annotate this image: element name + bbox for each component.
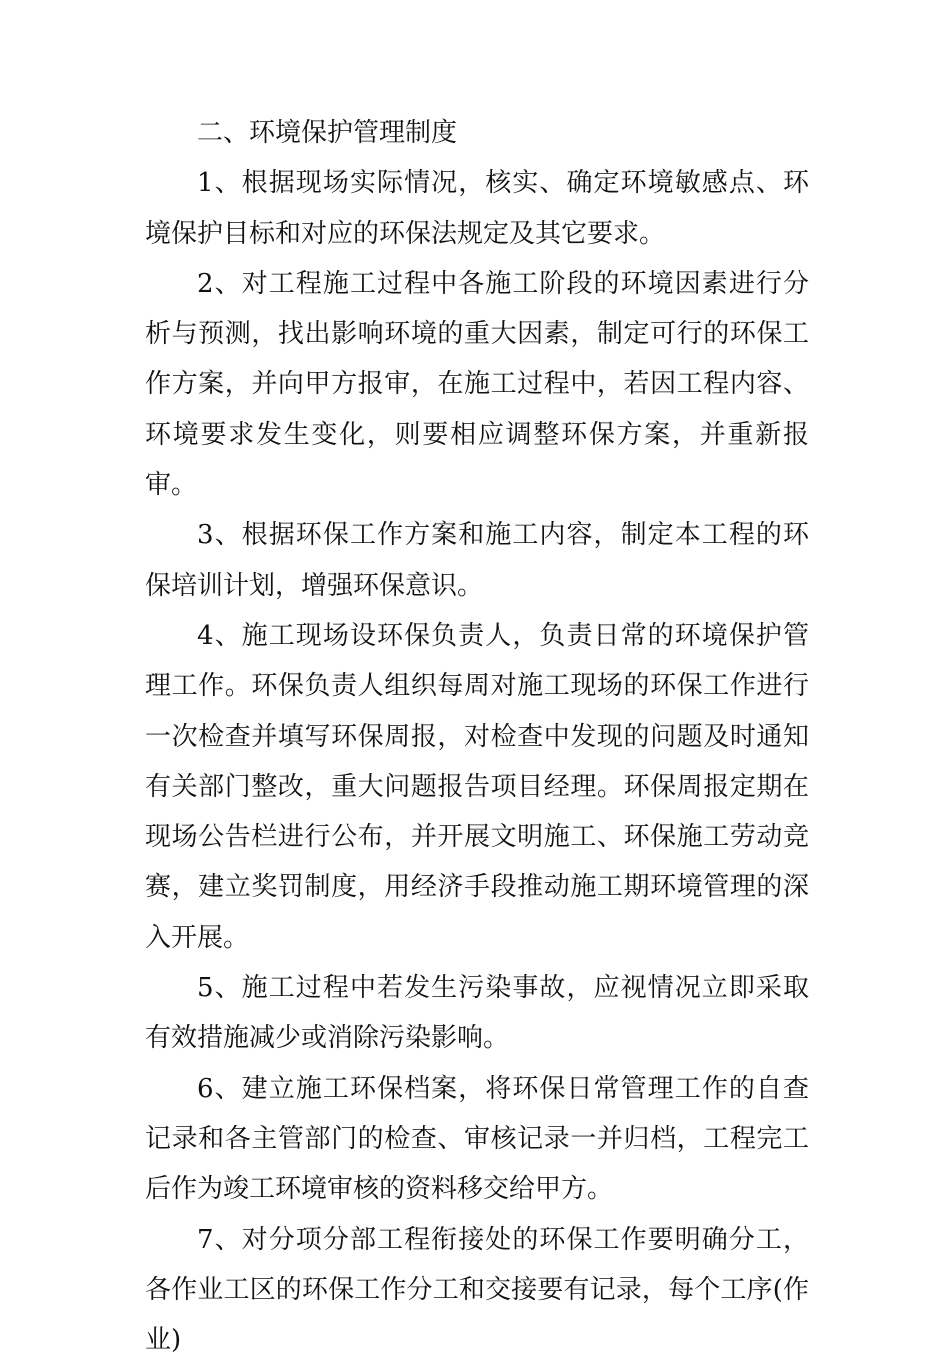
paragraph-2: 2、对工程施工过程中各施工阶段的环境因素进行分析与预测，找出影响环境的重大因素，制定可行的环保工作方案，并向甲方报审，在施工过程中，若因工程内容、环境要求发生变化，则要相应调整环保方案，并重新报审。 bbox=[145, 268, 809, 501]
paragraph-1: 1、根据现场实际情况，核实、确定环境敏感点、环境保护目标和对应的环保法规定及其它要求。 bbox=[145, 168, 809, 249]
paragraph-6: 6、建立施工环保档案，将环保日常管理工作的自查记录和各主管部门的检查、审核记录一并归档，工程完工后作为竣工环境审核的资料移交给甲方。 bbox=[145, 1073, 809, 1205]
paragraph-3: 3、根据环保工作方案和施工内容，制定本工程的环保培训计划，增强环保意识。 bbox=[145, 520, 809, 601]
document-body bbox=[145, 108, 809, 1365]
paragraph-4: 4、施工现场设环保负责人，负责日常的环境保护管理工作。环保负责人组织每周对施工现场的环保工作进行一次检查并填写环保周报，对检查中发现的问题及时通知有关部门整改，重大问题报告项目经理。环保周报定期在现场公告栏进行公布，并开展文明施工、环保施工劳动竞赛，建立奖罚制度，用经济手段推动施工期环境管理的深入开展。 bbox=[145, 620, 809, 953]
section-heading: 二、环境保护管理制度 bbox=[197, 118, 458, 148]
paragraph-7: 7、对分项分部工程衔接处的环保工作要明确分工，各作业工区的环保工作分工和交接要有记录，每个工序(作业) bbox=[145, 1224, 809, 1356]
paragraph-5: 5、施工过程中若发生污染事故，应视情况立即采取有效措施减少或消除污染影响。 bbox=[145, 973, 809, 1054]
